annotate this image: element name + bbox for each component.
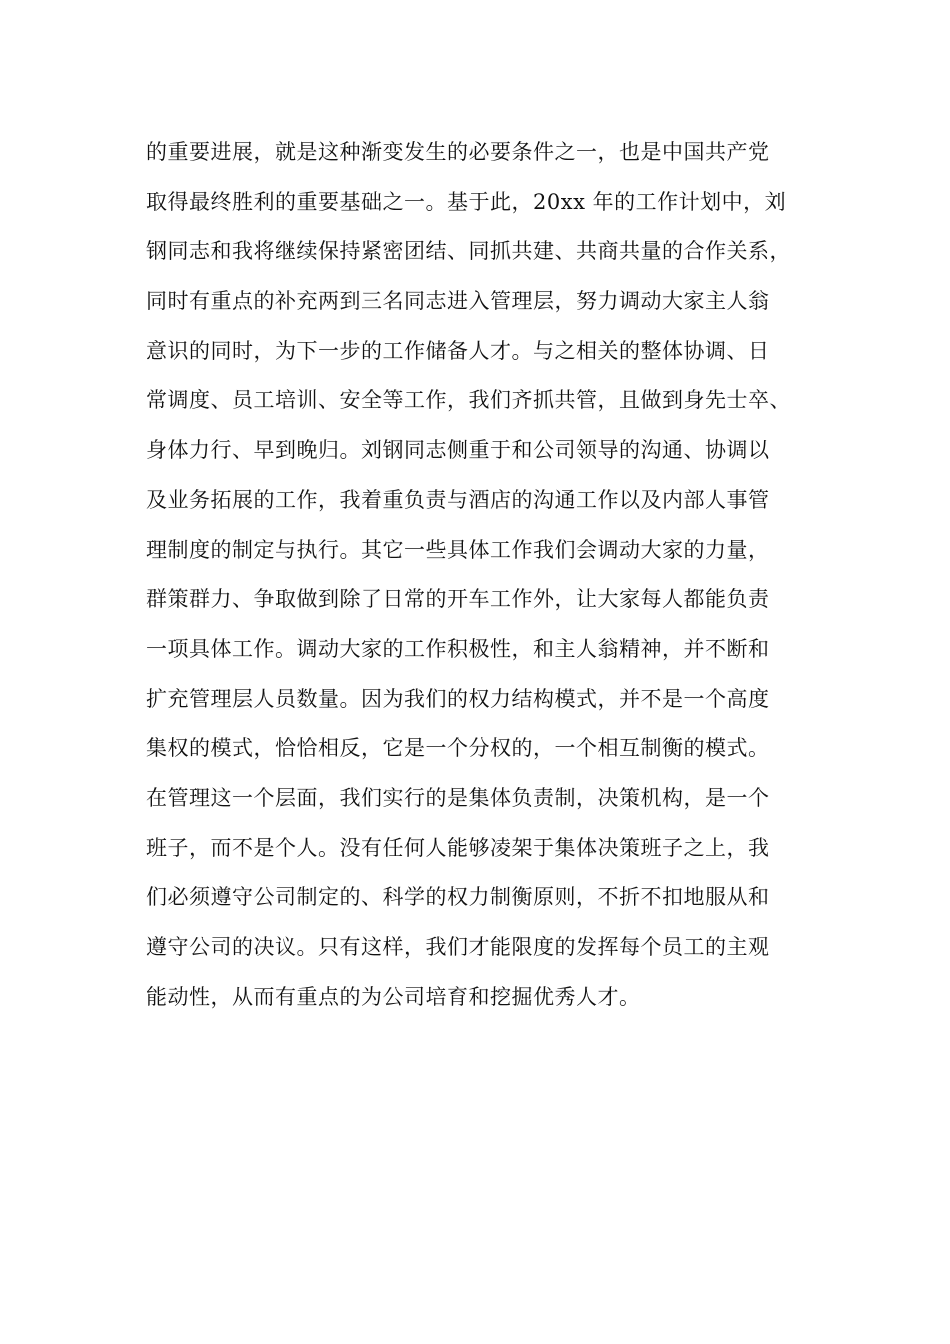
paragraph-line: 钢同志和我将继续保持紧密团结、同抓共建、共商共量的合作关系， bbox=[146, 239, 791, 264]
paragraph-line: 及业务拓展的工作，我着重负责与酒店的沟通工作以及内部人事管 bbox=[146, 487, 770, 512]
paragraph-line: 同时有重点的补充两到三名同志进入管理层，努力调动大家主人翁 bbox=[146, 289, 770, 314]
paragraph-line: 的重要进展，就是这种渐变发生的必要条件之一，也是中国共产党 bbox=[146, 140, 770, 164]
paragraph-line: 群策群力、争取做到除了日常的开车工作外，让大家每人都能负责 bbox=[146, 587, 770, 612]
paragraph-line: 一项具体工作。调动大家的工作积极性，和主人翁精神，并不断和 bbox=[146, 636, 770, 661]
paragraph-line: 理制度的制定与执行。其它一些具体工作我们会调动大家的力量， bbox=[146, 537, 770, 562]
paragraph-line: 班子，而不是个人。没有任何人能够凌架于集体决策班子之上，我 bbox=[146, 835, 770, 860]
paragraph-line: 能动性，从而有重点的为公司培育和挖掘优秀人才。 bbox=[146, 984, 641, 1009]
paragraph-line: 身体力行、早到晚归。刘钢同志侧重于和公司领导的沟通、协调以 bbox=[146, 438, 770, 463]
paragraph-line: 遵守公司的决议。只有这样，我们才能限度的发挥每个员工的主观 bbox=[146, 935, 770, 959]
paragraph-line: 们必须遵守公司制定的、科学的权力制衡原则，不折不扣地服从和 bbox=[146, 885, 770, 910]
paragraph-line: 意识的同时，为下一步的工作储备人才。与之相关的整体协调、日 bbox=[146, 338, 770, 363]
paragraph-line: 常调度、员工培训、安全等工作，我们齐抓共管，且做到身先士卒、 bbox=[146, 388, 791, 413]
body-paragraph bbox=[146, 128, 826, 1022]
paragraph-line: 集权的模式，恰恰相反，它是一个分权的，一个相互制衡的模式。 bbox=[146, 736, 770, 761]
paragraph-line: 取得最终胜利的重要基础之一。基于此，20xx 年的工作计划中，刘 bbox=[146, 189, 787, 214]
paragraph-line: 扩充管理层人员数量。因为我们的权力结构模式，并不是一个高度 bbox=[146, 686, 770, 711]
paragraph-line: 在管理这一个层面，我们实行的是集体负责制，决策机构，是一个 bbox=[146, 785, 770, 810]
